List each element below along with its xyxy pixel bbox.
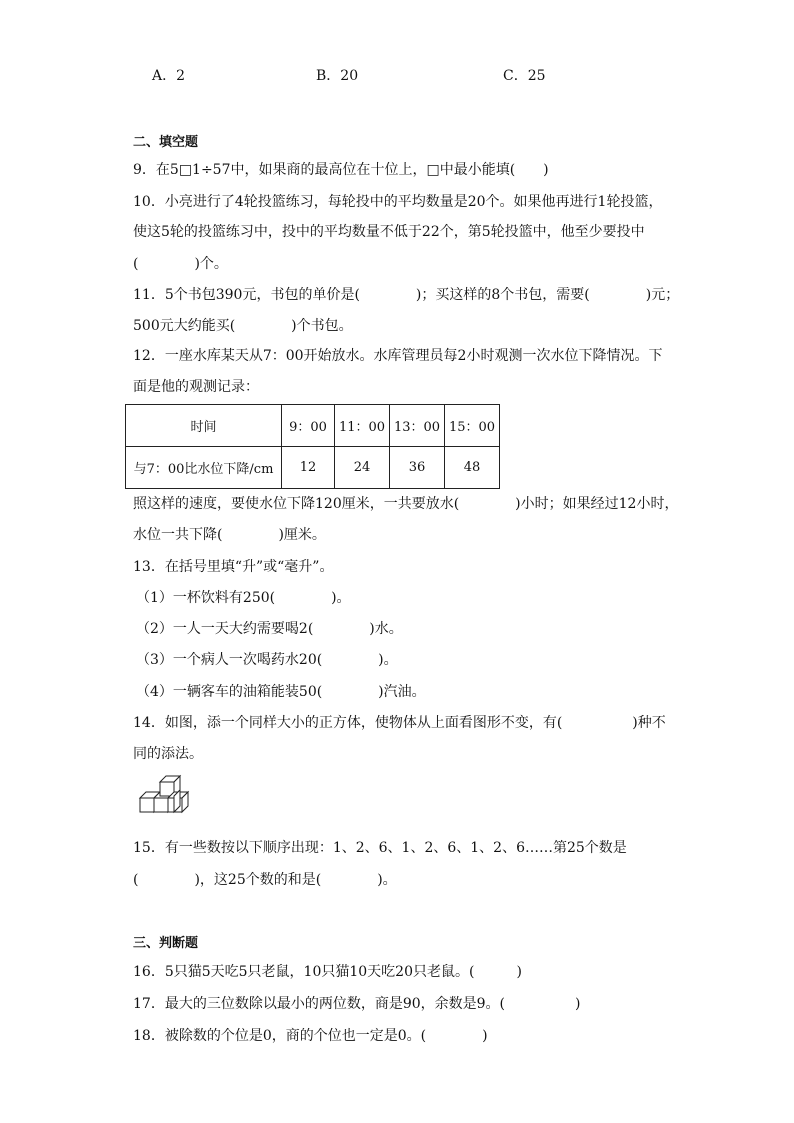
table-cell-time: 13：00 bbox=[390, 405, 445, 447]
question-12-line-2: 面是他的观测记录： bbox=[133, 379, 259, 395]
question-12-line-1: 12．一座水库某天从7：00开始放水。水库管理员每2小时观测一次水位下降情况。下 bbox=[133, 348, 663, 364]
question-10-line-1: 10．小亮进行了4轮投篮练习，每轮投中的平均数量是20个。如果他再进行1轮投篮， bbox=[133, 194, 663, 210]
question-10-line-2: 使这5轮的投篮练习中，投中的平均数量不低于22个，第5轮投篮中，他至少要投中 bbox=[133, 224, 645, 240]
table-cell-time: 11：00 bbox=[335, 405, 390, 447]
table-cell-value: 36 bbox=[390, 447, 445, 489]
observation-table bbox=[125, 404, 500, 489]
cube-stack-figure bbox=[137, 774, 193, 822]
option-b: B．20 bbox=[316, 68, 359, 84]
question-11-line-2: 500元大约能买( )个书包。 bbox=[133, 318, 353, 334]
table-cell-time: 9：00 bbox=[282, 405, 335, 447]
section-heading-fill-in: 二、填空题 bbox=[133, 135, 199, 150]
question-9: 9．在5□1÷57中，如果商的最高位在十位上，□中最小能填( ) bbox=[133, 162, 549, 178]
question-13-item-4: （4）一辆客车的油箱能装50( )汽油。 bbox=[136, 684, 426, 700]
question-15-line-1: 15．有一些数按以下顺序出现：1、2、6、1、2、6、1、2、6……第25个数是 bbox=[133, 840, 627, 856]
question-12-line-4: 水位一共下降( )厘米。 bbox=[133, 527, 326, 543]
question-13-intro: 13．在括号里填“升”或“毫升”。 bbox=[133, 559, 334, 575]
table-cell-value: 24 bbox=[335, 447, 390, 489]
table-cell-value: 48 bbox=[445, 447, 500, 489]
table-row bbox=[126, 405, 500, 447]
question-13-item-1: （1）一杯饮料有250( )。 bbox=[136, 590, 351, 606]
question-18: 18．被除数的个位是0，商的个位也一定是0。( ) bbox=[133, 1028, 488, 1044]
question-14-line-2: 同的添法。 bbox=[133, 746, 203, 762]
table-cell-time: 15：00 bbox=[445, 405, 500, 447]
option-a: A．2 bbox=[152, 68, 186, 84]
question-17: 17．最大的三位数除以最小的两位数，商是90，余数是9。( ) bbox=[133, 996, 581, 1012]
question-13-item-3: （3）一个病人一次喝药水20( )。 bbox=[136, 652, 398, 668]
section-heading-true-false: 三、判断题 bbox=[133, 936, 199, 951]
question-16: 16．5只猫5天吃5只老鼠，10只猫10天吃20只老鼠。( ) bbox=[133, 964, 522, 980]
table-row-label: 与7：00比水位下降/cm bbox=[126, 447, 282, 489]
table-row bbox=[126, 447, 500, 489]
question-14-line-1: 14．如图，添一个同样大小的正方体，使物体从上面看图形不变，有( )种不 bbox=[133, 715, 666, 731]
table-header-time: 时间 bbox=[126, 405, 282, 447]
table-cell-value: 12 bbox=[282, 447, 335, 489]
question-15-line-2: ( )，这25个数的和是( )。 bbox=[133, 872, 397, 888]
question-11-line-1: 11．5个书包390元，书包的单价是( )；买这样的8个书包，需要( )元； bbox=[133, 287, 680, 303]
question-10-line-3: ( )个。 bbox=[133, 256, 228, 272]
question-13-item-2: （2）一人一天大约需要喝2( )水。 bbox=[136, 621, 403, 637]
option-c: C．25 bbox=[503, 68, 546, 84]
question-12-line-3: 照这样的速度，要使水位下降120厘米，一共要放水( )小时；如果经过12小时， bbox=[133, 496, 679, 512]
